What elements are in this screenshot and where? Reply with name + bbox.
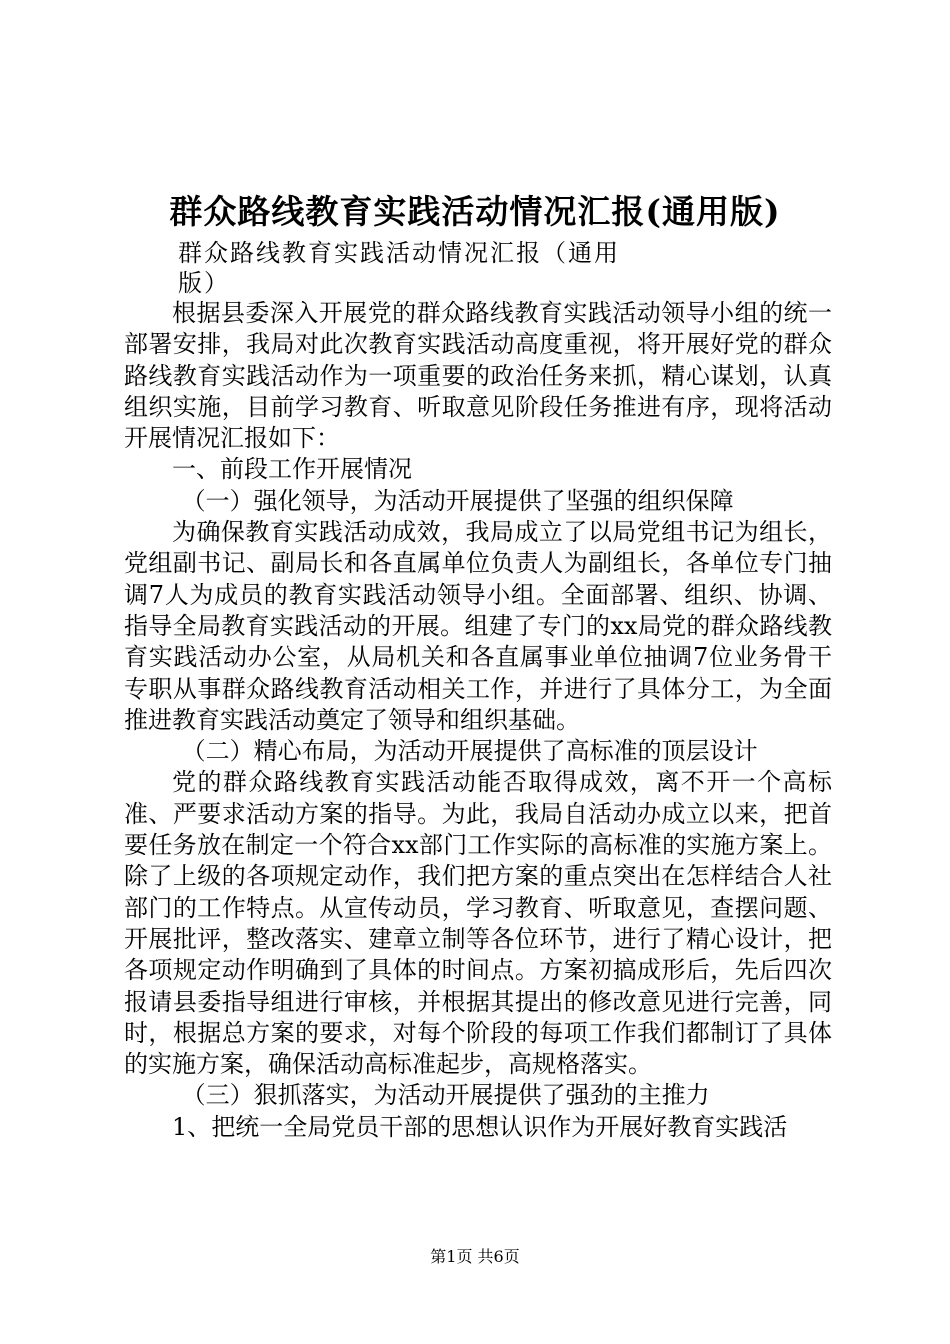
document-body [124, 298, 832, 1143]
intro-paragraph: 根据县委深入开展党的群众路线教育实践活动领导小组的统一部署安排，我局对此次教育实践活动高度重视，将开展好党的群众路线教育实践活动作为一项重要的政治任务来抓，精心谋划，认真组织实施，目前学习教育、听取意见阶段任务推进有序，现将活动开展情况汇报如下： [124, 299, 832, 453]
page-footer: 第1页 共6页 [430, 1247, 520, 1266]
body-paragraph: 为确保教育实践活动成效，我局成立了以局党组书记为组长，党组副书记、副局长和各直属单位负责人为副组长，各单位专门抽调7人为成员的教育实践活动领导小组。全面部署、组织、协调、指导全局教育实践活动的开展。组建了专门的xx局党的群众路线教育实践活动办公室，从局机关和各直属事业单位抽调7位业务骨干专职从事群众路线教育活动相关工作，并进行了具体分工，为全面推进教育实践活动奠定了领导和组织基础。 [124, 518, 832, 734]
subsection-heading-2: （二）精心布局，为活动开展提供了高标准的顶层设计 [181, 737, 758, 766]
document-title: 群众路线教育实践活动情况汇报(通用版) [169, 192, 781, 231]
body-paragraph: 党的群众路线教育实践活动能否取得成效，离不开一个高标准、严要求活动方案的指导。为此，我局自活动办成立以来，把首要任务放在制定一个符合xx部门工作实际的高标准的实施方案上。除了上级的各项规定动作，我们把方案的重点突出在怎样结合人社部门的工作特点。从宣传动员，学习教育、听取意见，查摆问题、开展批评，整改落实、建章立制等各位环节，进行了精心设计，把各项规定动作明确到了具体的时间点。方案初搞成形后，先后四次报请县委指导组进行审核，并根据其提出的修改意见进行完善，同时，根据总方案的要求，对每个阶段的每项工作我们都制订了具体的实施方案，确保活动高标准起步，高规格落实。 [124, 768, 832, 1079]
subsection-heading-1: （一）强化领导，为活动开展提供了坚强的组织保障 [181, 486, 734, 515]
subsection-heading-3: （三）狠抓落实，为活动开展提供了强劲的主推力 [181, 1081, 710, 1110]
section-heading-1: 一、前段工作开展情况 [172, 455, 412, 484]
document-subtitle: 群众路线教育实践活动情况汇报（通用版） [178, 239, 620, 297]
numbered-paragraph: 1、把统一全局党员干部的思想认识作为开展好教育实践活 [172, 1112, 788, 1141]
